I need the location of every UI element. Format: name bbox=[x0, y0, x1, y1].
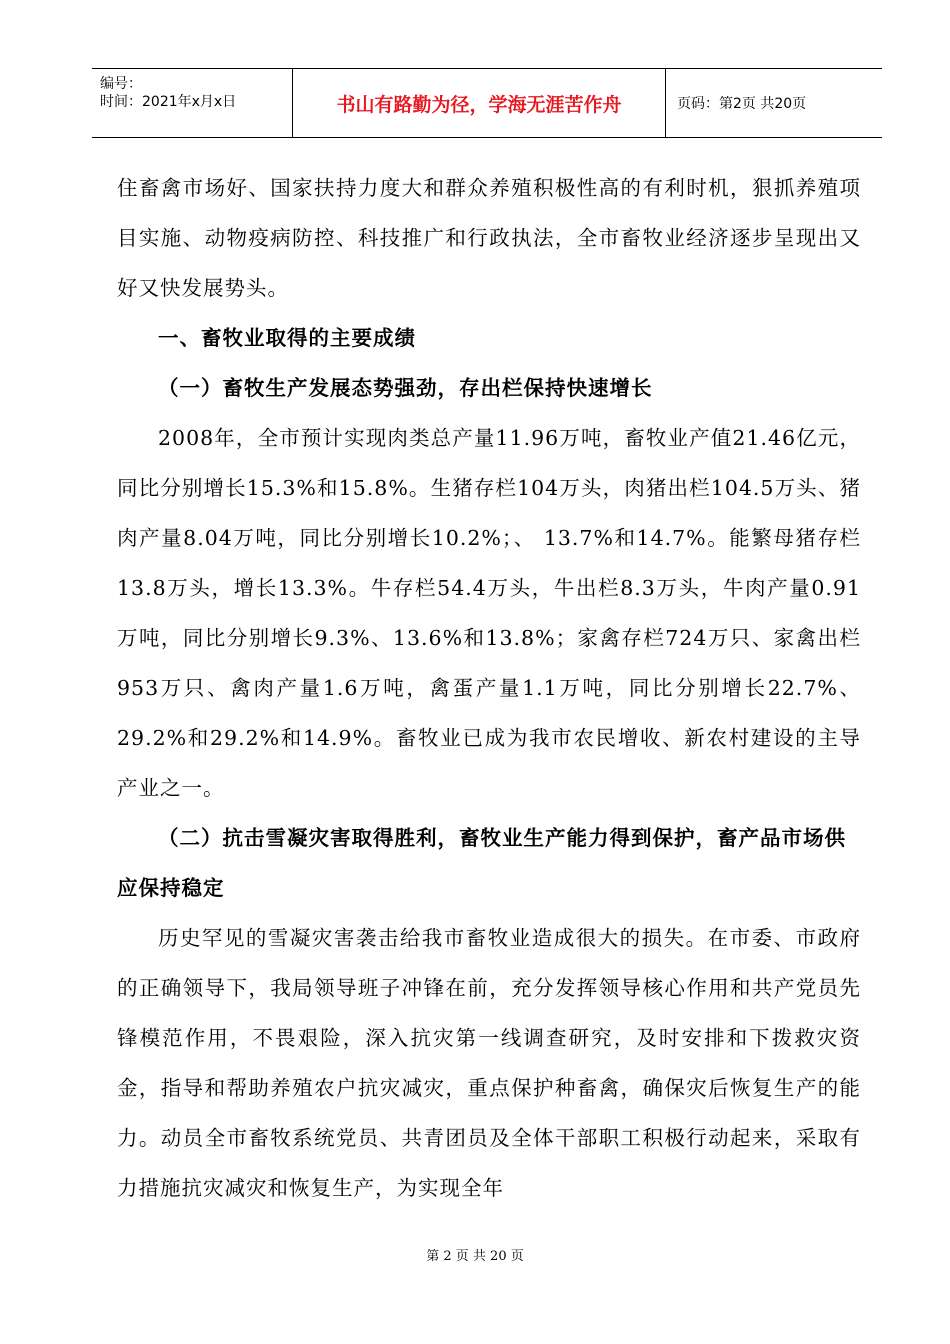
document-header bbox=[92, 68, 882, 138]
header-page-cell bbox=[665, 69, 882, 137]
header-page-info: 页码：第2页 共20页 bbox=[677, 96, 807, 112]
paragraph-production-stats: 2008年，全市预计实现肉类总产量11.96万吨，畜牧业产值21.46亿元，同比分别增长15.3%和15.8%。生猪存栏104万头，肉猪出栏104.5万头、猪肉产量8.04万吨，同比分别增长10.2%；、 13.7%和14.7%。能繁母猪存栏13.8万头，增长13.3%。牛存栏54.4万头，牛出栏8.3万头，牛肉产量0.91万吨，同比分别增长9.3%、13.6%和13.8%；家禽存栏724万只、家禽出栏953万只、禽肉产量1.6万吨，禽蛋产量1.1万吨，同比分别增长22.7%、29.2%和29.2%和14.9%。畜牧业已成为我市农民增收、新农村建设的主导产业之一。 bbox=[117, 426, 861, 800]
section-heading-achievements: 一、畜牧业取得的主要成绩 bbox=[158, 326, 416, 350]
page-footer-number: 第 2 页 共 20 页 bbox=[426, 1249, 524, 1264]
document-id-label: 编号： bbox=[100, 76, 142, 92]
subsection-heading-disaster: （二）抗击雪凝灾害取得胜利，畜牧业生产能力得到保护，畜产品市场供应保持稳定 bbox=[117, 826, 846, 900]
header-motto-cell bbox=[292, 69, 666, 137]
header-meta bbox=[92, 69, 292, 137]
document-body bbox=[117, 163, 861, 1213]
subsection-heading-production: （一）畜牧生产发展态势强劲，存出栏保持快速增长 bbox=[158, 376, 653, 400]
paragraph-intro: 住畜禽市场好、国家扶持力度大和群众养殖积极性高的有利时机，狠抓养殖项目实施、动物疫病防控、科技推广和行政执法，全市畜牧业经济逐步呈现出又好又快发展势头。 bbox=[117, 176, 861, 300]
paragraph-disaster-response: 历史罕见的雪凝灾害袭击给我市畜牧业造成很大的损失。在市委、市政府的正确领导下，我局领导班子冲锋在前，充分发挥领导核心作用和共产党员先锋模范作用，不畏艰险，深入抗灾第一线调查研究，及时安排和下拨救灾资金，指导和帮助养殖农户抗灾减灾，重点保护种畜禽，确保灾后恢复生产的能力。动员全市畜牧系统党员、共青团员及全体干部职工积极行动起来，采取有力措施抗灾减灾和恢复生产，为实现全年 bbox=[117, 926, 861, 1200]
header-motto: 书山有路勤为径，学海无涯苦作舟 bbox=[336, 93, 622, 116]
document-time-label: 时间：2021年x月x日 bbox=[100, 94, 237, 110]
